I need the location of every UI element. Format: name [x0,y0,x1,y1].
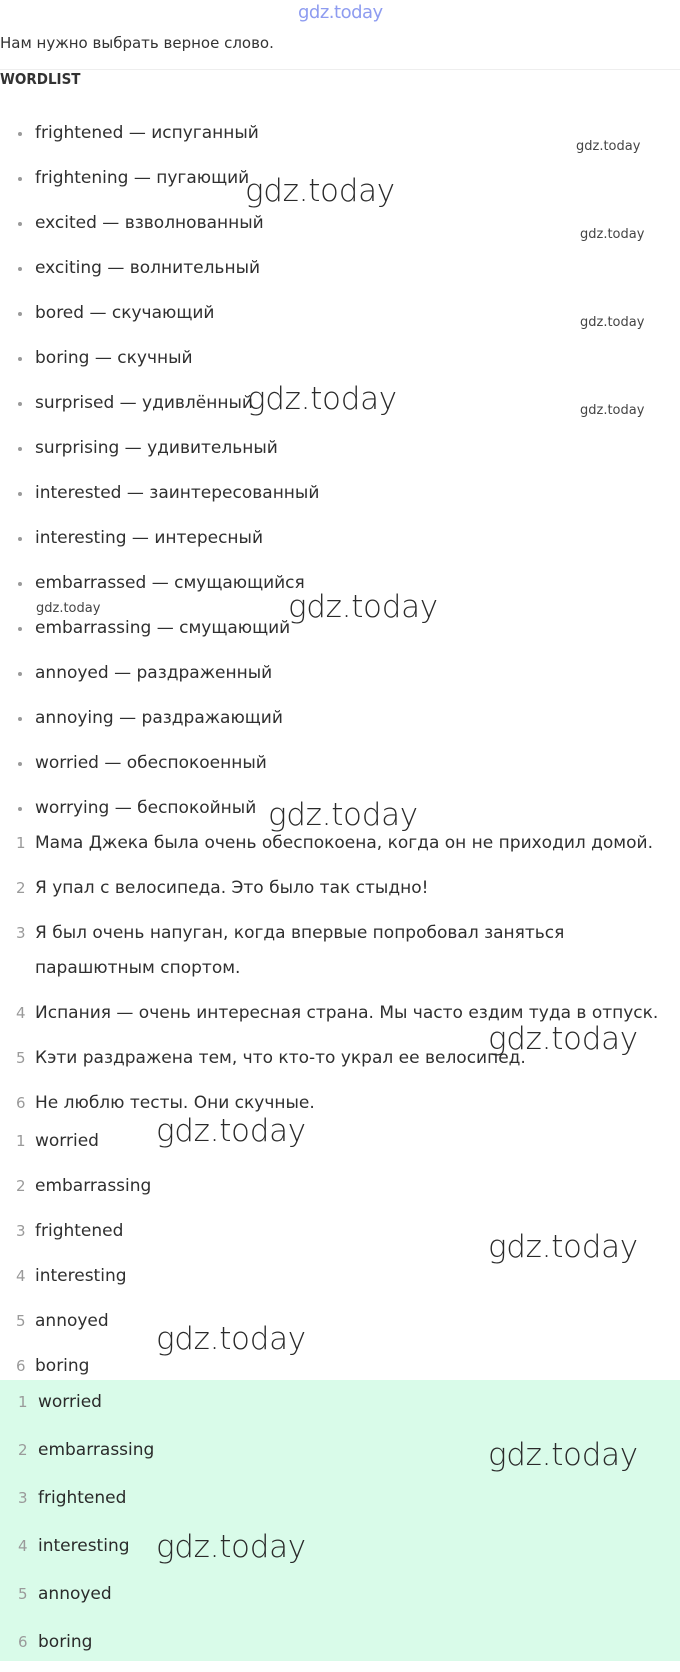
item-number: 1 [18,1393,28,1411]
bullet-icon [18,267,22,271]
wordlist-item: embarrassing — смущающий [0,612,680,657]
item-number: 2 [16,1177,26,1195]
watermark: gdz.today [488,1229,638,1265]
item-number: 6 [16,1094,26,1112]
answer-item: 2 embarrassing [0,1169,680,1214]
item-number: 6 [16,1357,26,1375]
wordlist-item: annoying — раздражающий [0,702,680,747]
wordlist-item: surprising — удивительный [0,432,680,477]
item-number: 2 [18,1441,28,1459]
sentence-item: 1 Мама Джека была очень обеспокоена, когда он не приходил домой. [0,826,680,871]
bullet-icon [18,807,22,811]
item-number: 5 [18,1585,28,1603]
sentence-item: 6 Не люблю тесты. Они скучные. [0,1086,680,1131]
bullet-icon [18,222,22,226]
item-number: 1 [16,1132,26,1150]
bullet-icon [18,492,22,496]
item-number: 4 [16,1267,26,1285]
watermark: gdz.today [245,173,395,209]
watermark: gdz.today [156,1529,306,1565]
intro-text: Нам нужно выбрать верное слово. [0,34,274,52]
watermark: gdz.today [580,227,645,242]
wordlist-item: worrying — беспокойный [0,792,680,837]
wordlist [0,117,680,837]
bullet-icon [18,402,22,406]
watermark: gdz.today [268,797,418,833]
answer-item: 6 boring [0,1349,680,1394]
item-number: 5 [16,1049,26,1067]
bullet-icon [18,537,22,541]
wordlist-item: excited — взволнованный [0,207,680,252]
answer-box-item: 4 interesting [0,1528,680,1576]
answer-box-item: 3 frightened [0,1480,680,1528]
watermark: gdz.today [156,1113,306,1149]
item-number: 3 [16,1222,26,1240]
sentence-list [0,826,680,1131]
item-number: 1 [16,834,26,852]
answer-item: 1 worried [0,1124,680,1169]
wordlist-item: boring — скучный [0,342,680,387]
answer-box-item: 1 worried [0,1384,680,1432]
watermark: gdz.today [488,1021,638,1057]
bullet-icon [18,762,22,766]
watermark: gdz.today [580,403,645,418]
item-number: 2 [16,879,26,897]
sentence-item: 3 Я был очень напуган, когда впервые попробовал заняться парашютным спортом. [0,916,680,996]
wordlist-item: annoyed — раздраженный [0,657,680,702]
watermark: gdz.today [36,601,101,616]
sentence-item: 2 Я упал с велосипеда. Это было так стыдно! [0,871,680,916]
wordlist-item: interesting — интересный [0,522,680,567]
answer-item: 3 frightened [0,1214,680,1259]
bullet-icon [18,312,22,316]
item-number: 6 [18,1633,28,1651]
wordlist-heading: WORDLIST [0,70,81,88]
wordlist-item: surprised — удивлённый [0,387,680,432]
bullet-icon [18,627,22,631]
answer-box-item: 5 annoyed [0,1576,680,1624]
wordlist-item: exciting — волнительный [0,252,680,297]
item-number: 4 [18,1537,28,1555]
item-number: 4 [16,1004,26,1022]
bullet-icon [18,357,22,361]
item-number: 3 [18,1489,28,1507]
site-logo[interactable]: gdz.today [298,2,383,23]
wordlist-item: bored — скучающий [0,297,680,342]
sentence-item: 5 Кэти раздражена тем, что кто-то украл ее велосипед. [0,1041,680,1086]
bullet-icon [18,132,22,136]
watermark: gdz.today [488,1437,638,1473]
item-number: 3 [16,924,26,942]
answer-box-list [0,1380,680,1672]
wordlist-item: frightening — пугающий [0,162,680,207]
watermark: gdz.today [580,315,645,330]
divider [0,69,680,70]
answer-box-item: 2 embarrassing [0,1432,680,1480]
answer-box [0,1380,680,1661]
answer-item: 4 interesting [0,1259,680,1304]
bullet-icon [18,177,22,181]
watermark: gdz.today [156,1321,306,1357]
bullet-icon [18,672,22,676]
bullet-icon [18,717,22,721]
bullet-icon [18,582,22,586]
wordlist-item: interested — заинтересованный [0,477,680,522]
watermark: gdz.today [247,381,397,417]
answer-item: 5 annoyed [0,1304,680,1349]
bullet-icon [18,447,22,451]
wordlist-item: worried — обеспокоенный [0,747,680,792]
wordlist-item: frightened — испуганный [0,117,680,162]
item-number: 5 [16,1312,26,1330]
wordlist-item: embarrassed — смущающийся [0,567,680,612]
answer-box-item: 6 boring [0,1624,680,1672]
watermark: gdz.today [576,139,641,154]
watermark: gdz.today [288,589,438,625]
sentence-item: 4 Испания — очень интересная страна. Мы часто ездим туда в отпуск. [0,996,680,1041]
